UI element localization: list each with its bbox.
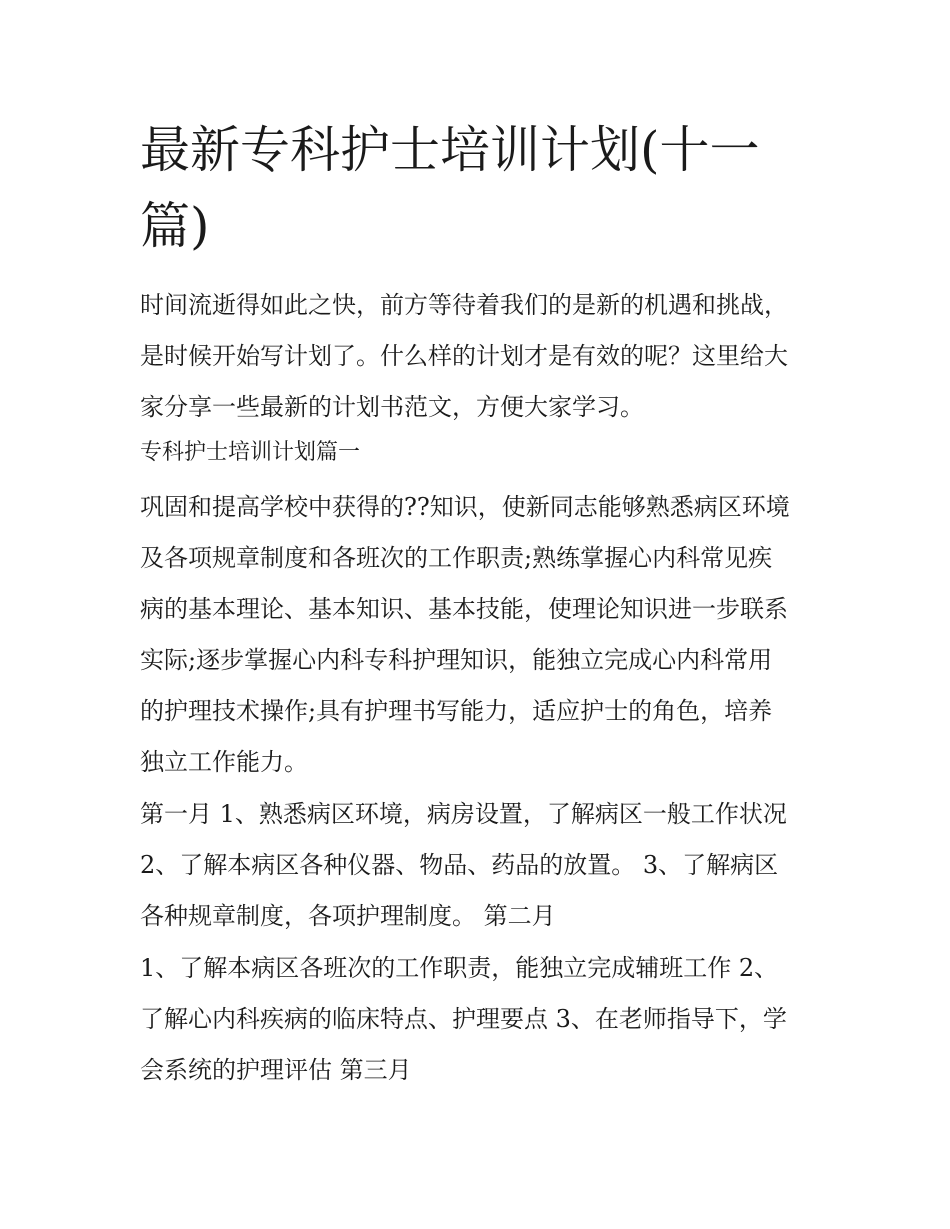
title-line: 篇) (140, 197, 210, 255)
text-line: 各种规章制度，各项护理制度。 第二月 (140, 902, 556, 930)
document-body (140, 280, 820, 1097)
month-one-paragraph (140, 789, 820, 942)
text-line: 独立工作能力。 (140, 748, 308, 776)
objective-paragraph (140, 482, 820, 788)
text-line: 第一月 1、熟悉病区环境，病房设置，了解病区一般工作状况 (140, 800, 787, 828)
text-line: 是时候开始写计划了。什么样的计划才是有效的呢？这里给大 (140, 342, 788, 370)
intro-paragraph (140, 280, 820, 433)
text-line: 1、了解本病区各班次的工作职责，能独立完成辅班工作 2、 (140, 954, 779, 982)
text-line: 2、了解本病区各种仪器、物品、药品的放置。 3、了解病区 (140, 851, 779, 879)
text-line: 巩固和提高学校中获得的??知识，使新同志能够熟悉病区环境 (140, 493, 790, 521)
month-two-paragraph (140, 943, 820, 1096)
title-line: 最新专科护士培训计划(十一 (140, 121, 760, 179)
text-line: 病的基本理论、基本知识、基本技能，使理论知识进一步联系 (140, 595, 788, 623)
text-line: 了解心内科疾病的临床特点、护理要点 3、在老师指导下，学 (140, 1005, 787, 1033)
text-line: 时间流逝得如此之快，前方等待着我们的是新的机遇和挑战， (140, 291, 788, 319)
text-line: 的护理技术操作;具有护理书写能力，适应护士的角色，培养 (140, 697, 773, 725)
text-line: 及各项规章制度和各班次的工作职责;熟练掌握心内科常见疾 (140, 544, 773, 572)
section-heading: 专科护士培训计划篇一 (140, 440, 361, 465)
text-line: 家分享一些最新的计划书范文，方便大家学习。 (140, 393, 644, 421)
document-title (140, 112, 820, 264)
text-line: 实际;逐步掌握心内科专科护理知识，能独立完成心内科常用 (140, 646, 773, 674)
text-line: 会系统的护理评估 第三月 (140, 1056, 412, 1084)
